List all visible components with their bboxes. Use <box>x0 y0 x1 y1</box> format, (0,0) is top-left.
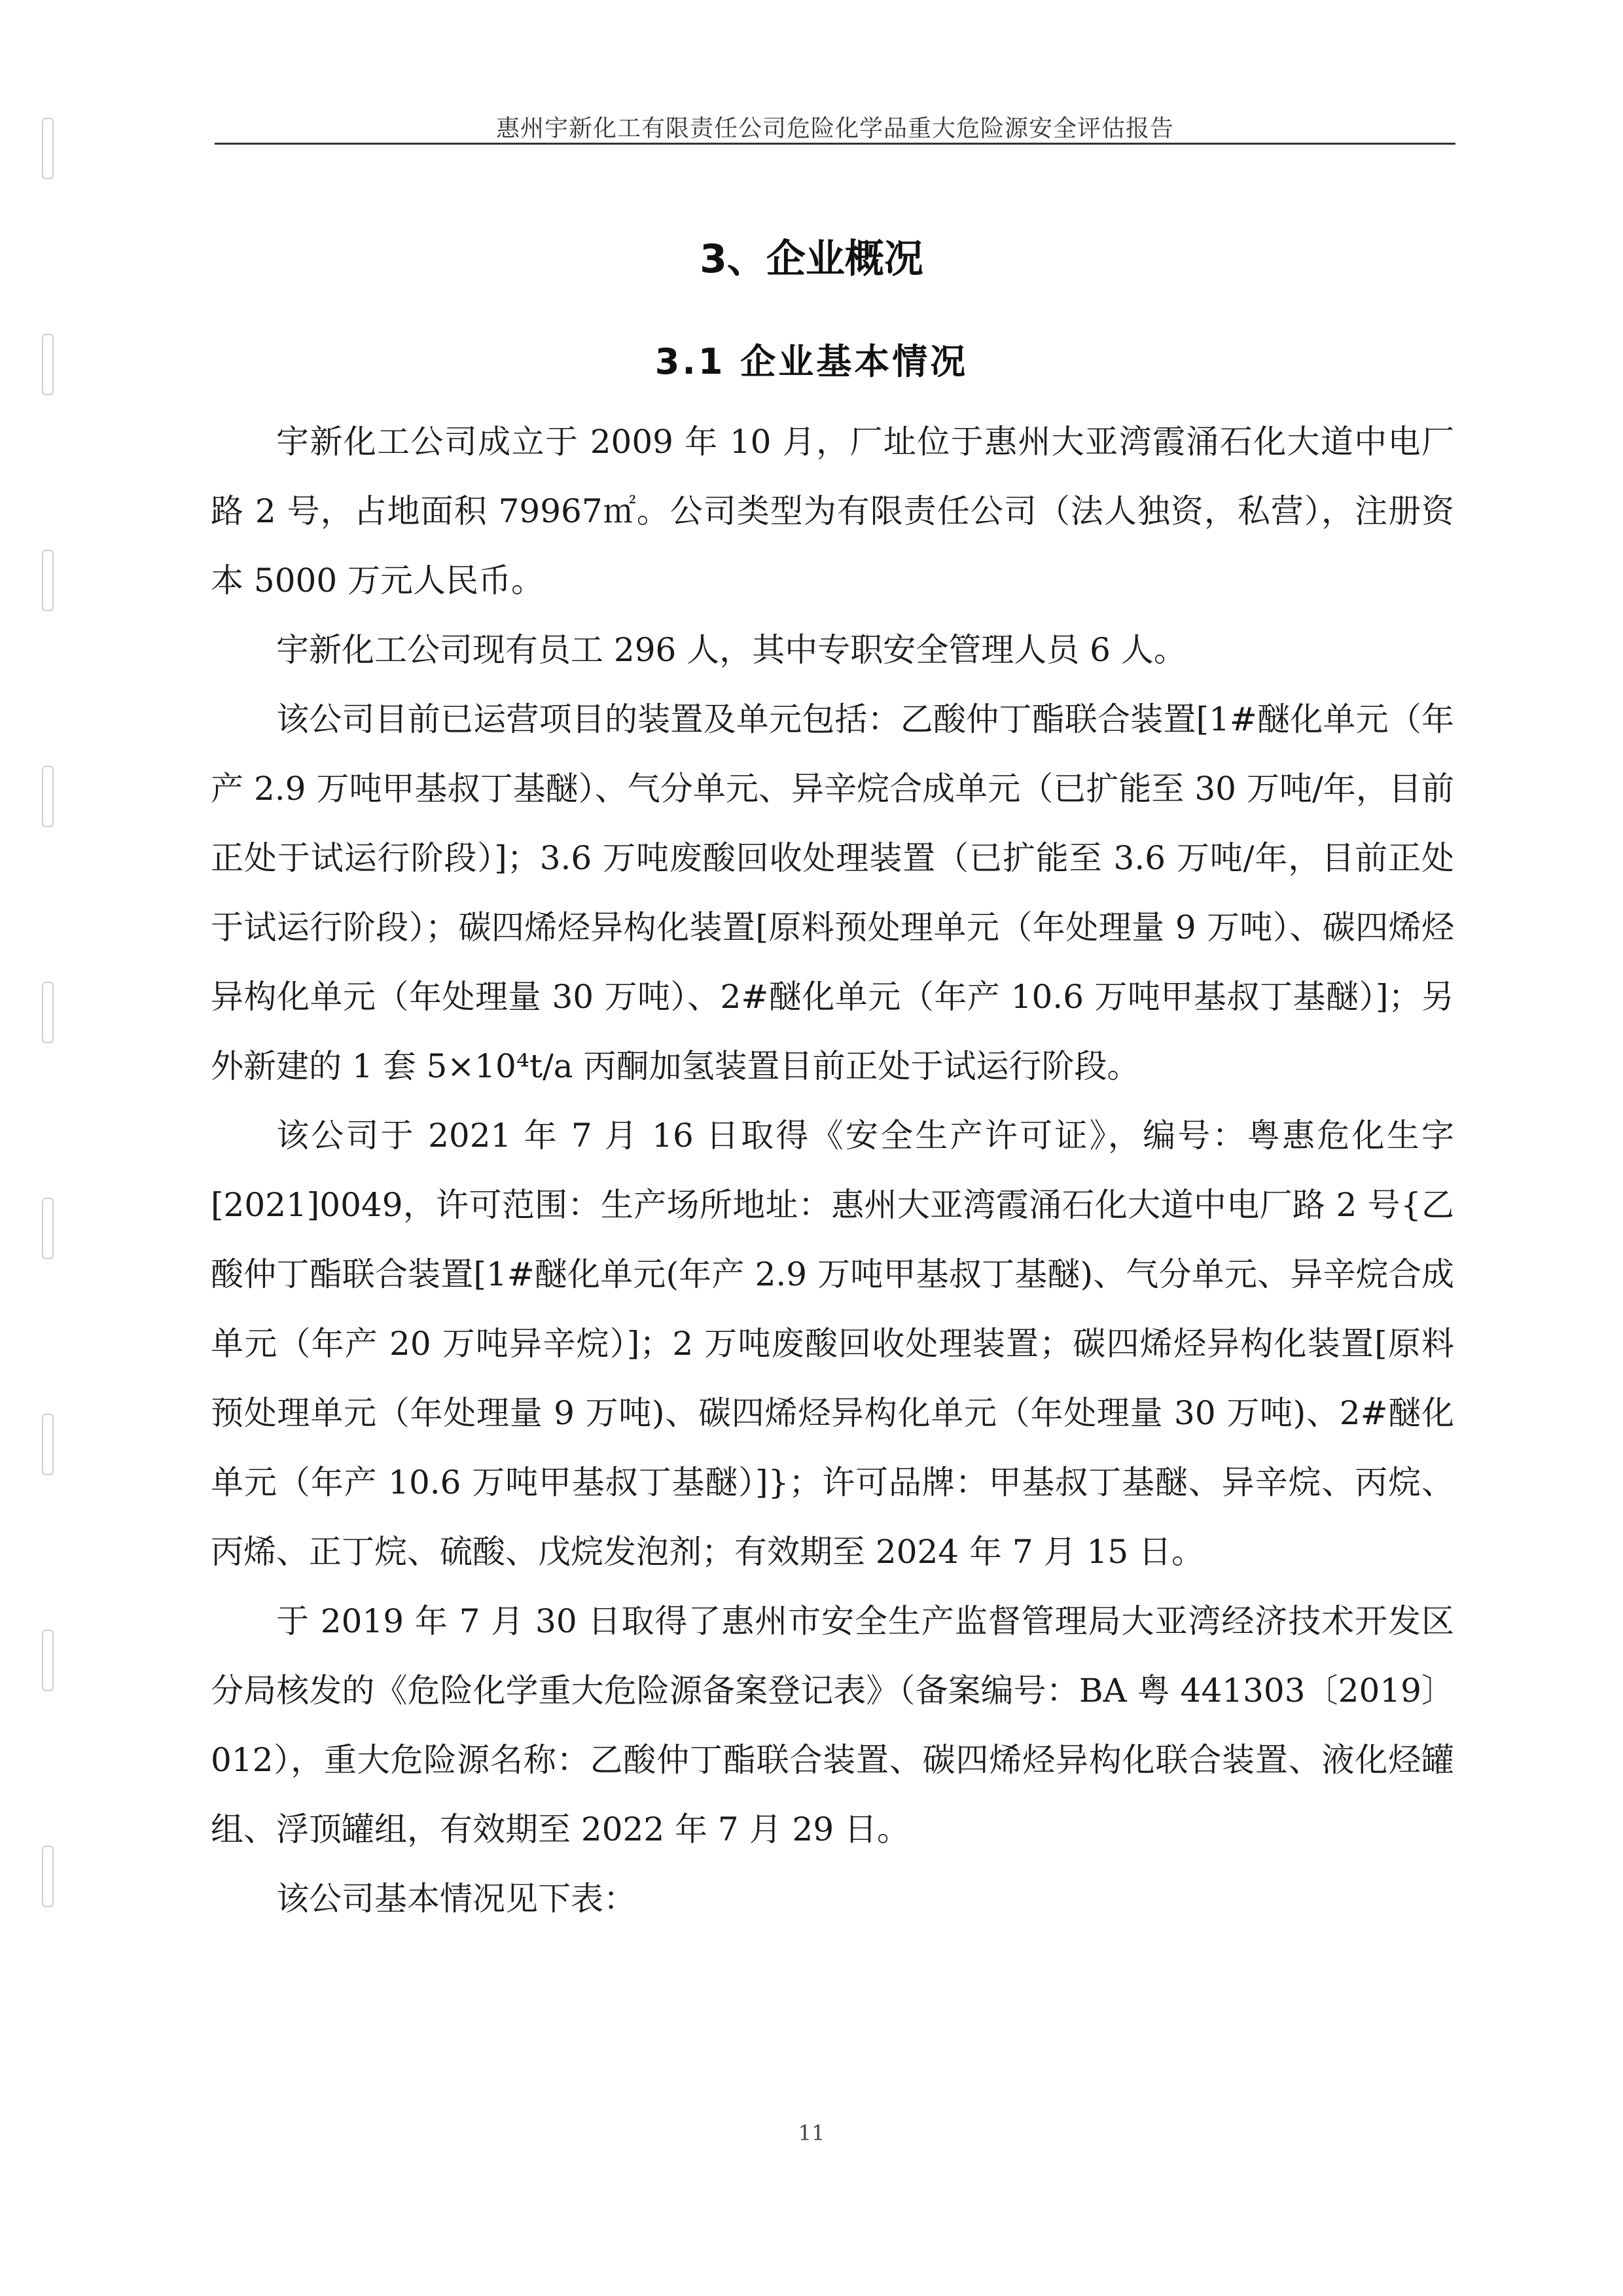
binding-hole-mark <box>42 766 54 827</box>
paragraph-table-intro: 该公司基本情况见下表： <box>276 1880 636 1918</box>
section-title: 3.1 企业基本情况 <box>654 341 969 382</box>
running-header: 惠州宇新化工有限责任公司危险化学品重大危险源安全评估报告 <box>495 115 1174 142</box>
paragraph-units: 该公司目前已运营项目的装置及单元包括：乙酸仲丁酯联合装置[1#醚化单元（年产 2.9 万吨甲基叔丁基醚）、气分单元、异辛烷合成单元（已扩能至 30 万吨/年，目前正处于试运行阶段）]；3.6 万吨废酸回收处理装置（已扩能至 3.6 万吨/年，目前正处于试运行阶段）；碳四烯烃异构化装置[原料预处理单元（年处理量 9 万吨）、碳四烯烃异构化单元（年处理量 30 万吨）、2#醚化单元（年产 10.6 万吨甲基叔丁基醚）]；另外新建的 1 套 5×10⁴t/a 丙酮加氢装置目前正处于试运行阶段。 <box>211 700 1454 1085</box>
binding-hole-mark <box>42 1846 54 1907</box>
binding-hole-mark <box>42 1198 54 1259</box>
binding-hole-mark <box>42 550 54 611</box>
paragraph-license: 该公司于 2021 年 7 月 16 日取得《安全生产许可证》，编号：粤惠危化生字[2021]0049，许可范围：生产场所地址：惠州大亚湾霞涌石化大道中电厂路 2 号{乙酸仲丁酯联合装置[1#醚化单元(年产 2.9 万吨甲基叔丁基醚)、气分单元、异辛烷合成单元（年产 20 万吨异辛烷）]；2 万吨废酸回收处理装置；碳四烯烃异构化装置[原料预处理单元（年处理量 9 万吨)、碳四烯烃异构化单元（年处理量 30 万吨)、2#醚化单元（年产 10.6 万吨甲基叔丁基醚）]}；许可品牌：甲基叔丁基醚、异辛烷、丙烷、丙烯、正丁烷、硫酸、戊烷发泡剂；有效期至 2024 年 7 月 15 日。 <box>211 1117 1454 1571</box>
binding-hole-mark <box>42 1630 54 1691</box>
paragraph-registration: 于 2019 年 7 月 30 日取得了惠州市安全生产监督管理局大亚湾经济技术开发区分局核发的《危险化学重大危险源备案登记表》（备案编号：BA 粤 441303〔2019〕012），重大危险源名称：乙酸仲丁酯联合装置、碳四烯烃异构化联合装置、液化烃罐组、浮顶罐组，有效期至 2022 年 7 月 29 日。 <box>211 1602 1454 1848</box>
binding-hole-mark <box>42 982 54 1043</box>
body-text <box>211 407 1454 1933</box>
paragraph-staff: 宇新化工公司现有员工 296 人，其中专职安全管理人员 6 人。 <box>276 631 1186 669</box>
binding-hole-mark <box>42 1414 54 1475</box>
paragraph-founding: 宇新化工公司成立于 2009 年 10 月，厂址位于惠州大亚湾霞涌石化大道中电厂路 2 号，占地面积 79967㎡。公司类型为有限责任公司（法人独资，私营），注册资本 5000 万元人民币。 <box>211 423 1454 600</box>
binding-hole-mark <box>42 118 54 179</box>
page-number: 11 <box>798 2121 825 2145</box>
header-rule <box>215 143 1455 145</box>
chapter-title: 3、企业概况 <box>700 236 923 282</box>
